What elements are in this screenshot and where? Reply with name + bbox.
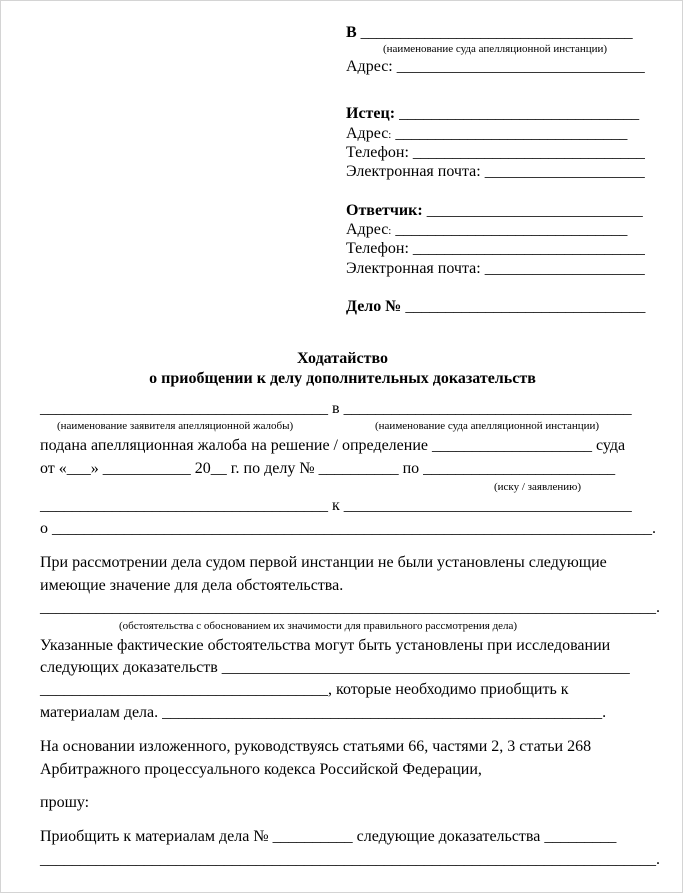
court-hint: (наименование суда апелляционной инстанции) [383, 43, 608, 55]
appeal-court-hint: (наименование суда апелляционной инстанции) [375, 420, 600, 432]
request-word: прошу: [40, 794, 90, 811]
plaintiff-phone-fill[interactable]: _____________________________ [412, 144, 645, 161]
applicant-fill[interactable]: ____________________________________ [40, 400, 328, 417]
applicant-connector: в [332, 400, 340, 417]
case-number-line [346, 299, 645, 315]
evidence-line-1: Указанные фактические обстоятельства могут быть установлены при исследовании [40, 637, 611, 654]
defendant-address-fill[interactable]: _____________________________ [395, 221, 628, 238]
appeal-court-fill[interactable]: ____________________________________ [343, 400, 632, 417]
circumstances-fill[interactable]: _____________________________________________________________________________. [40, 599, 660, 616]
plaintiff-address-fill[interactable]: _____________________________ [395, 125, 628, 142]
appeal-line-1: подана апелляционная жалоба на решение / определение ____________________ суда [40, 437, 626, 454]
plaintiff-label: Истец: [346, 105, 396, 122]
case-number-label: Дело № [346, 298, 402, 315]
court-address-fill[interactable]: _______________________________ [396, 58, 645, 75]
plaintiff-phone-label: Телефон: [346, 144, 409, 161]
document-subtitle: о приобщении к делу дополнительных доказательств [149, 370, 536, 387]
court-address-label: Адрес: [346, 58, 393, 75]
appeal-line-3 [40, 498, 632, 514]
defendant-phone-fill[interactable]: _____________________________ [412, 240, 645, 257]
evidence-line-2: следующих доказательств ___________________________________________________ [40, 659, 630, 676]
defendant-email-label: Электронная почта: [346, 260, 481, 277]
plaintiff-line [346, 106, 639, 122]
court-fill[interactable]: __________________________________ [360, 24, 633, 41]
appeal-line-4: о ___________________________________________________________________________. [40, 520, 656, 537]
plaintiff-fill[interactable]: ______________________________ [399, 105, 640, 122]
plaintiff-address-label: Адрес [346, 125, 389, 142]
circumstances-paragraph-1: При рассмотрении дела судом первой инстанции не были установлены следующие [40, 554, 607, 571]
against-connector: к [332, 497, 340, 514]
defendant-fill[interactable]: ___________________________ [426, 202, 643, 219]
evidence-line-4: материалам дела. _______________________________________________________. [40, 704, 607, 721]
plaintiff-email-label: Электронная почта: [346, 163, 481, 180]
appeal-line-2: от «___» ___________ 20__ г. по делу № __________ по ________________________ [40, 460, 616, 477]
basis-line-2: Арбитражного процессуального кодекса Российской Федерации, [40, 761, 482, 778]
document-title: Ходатайство [296, 350, 389, 367]
defendant-phone-line [346, 241, 645, 257]
plaintiff-address-colon: : [388, 129, 392, 141]
court-line [346, 25, 633, 41]
defendant-email-fill[interactable]: ____________________ [484, 260, 645, 277]
plaintiff-email-line [346, 164, 645, 180]
party-fill[interactable]: ____________________________________ [40, 497, 328, 514]
request-line-2[interactable]: _____________________________________________________________________________. [40, 851, 660, 868]
plaintiff-address-line [346, 126, 627, 142]
court-label: В [346, 24, 357, 41]
basis-line-1: На основании изложенного, руководствуясь статьями 66, частями 2, 3 статьи 268 [40, 738, 592, 755]
defendant-email-line [346, 261, 645, 277]
circumstances-paragraph-2: имеющие значение для дела обстоятельства. [40, 577, 344, 594]
defendant-address-label: Адрес [346, 221, 389, 238]
defendant-address-line [346, 222, 627, 238]
plaintiff-phone-line [346, 145, 645, 161]
circumstances-hint: (обстоятельства с обоснованием их значимости для правильного рассмотрения дела) [119, 620, 518, 632]
evidence-line-3: ____________________________________, которые необходимо приобщить к [40, 681, 569, 698]
applicant-line [40, 401, 632, 417]
defendant-line [346, 203, 643, 219]
case-number-fill[interactable]: ______________________________ [405, 298, 646, 315]
applicant-hint: (наименование заявителя апелляционной жалобы) [57, 420, 294, 432]
defendant-phone-label: Телефон: [346, 240, 409, 257]
court-address-line [346, 59, 645, 75]
opponent-fill[interactable]: ____________________________________ [343, 497, 632, 514]
plaintiff-email-fill[interactable]: ____________________ [484, 163, 645, 180]
appeal-hint: (иску / заявлению) [494, 481, 582, 493]
defendant-label: Ответчик: [346, 202, 423, 219]
defendant-address-colon: : [388, 225, 392, 237]
request-line-1: Приобщить к материалам дела № __________ следующие доказательства _________ [40, 828, 617, 845]
